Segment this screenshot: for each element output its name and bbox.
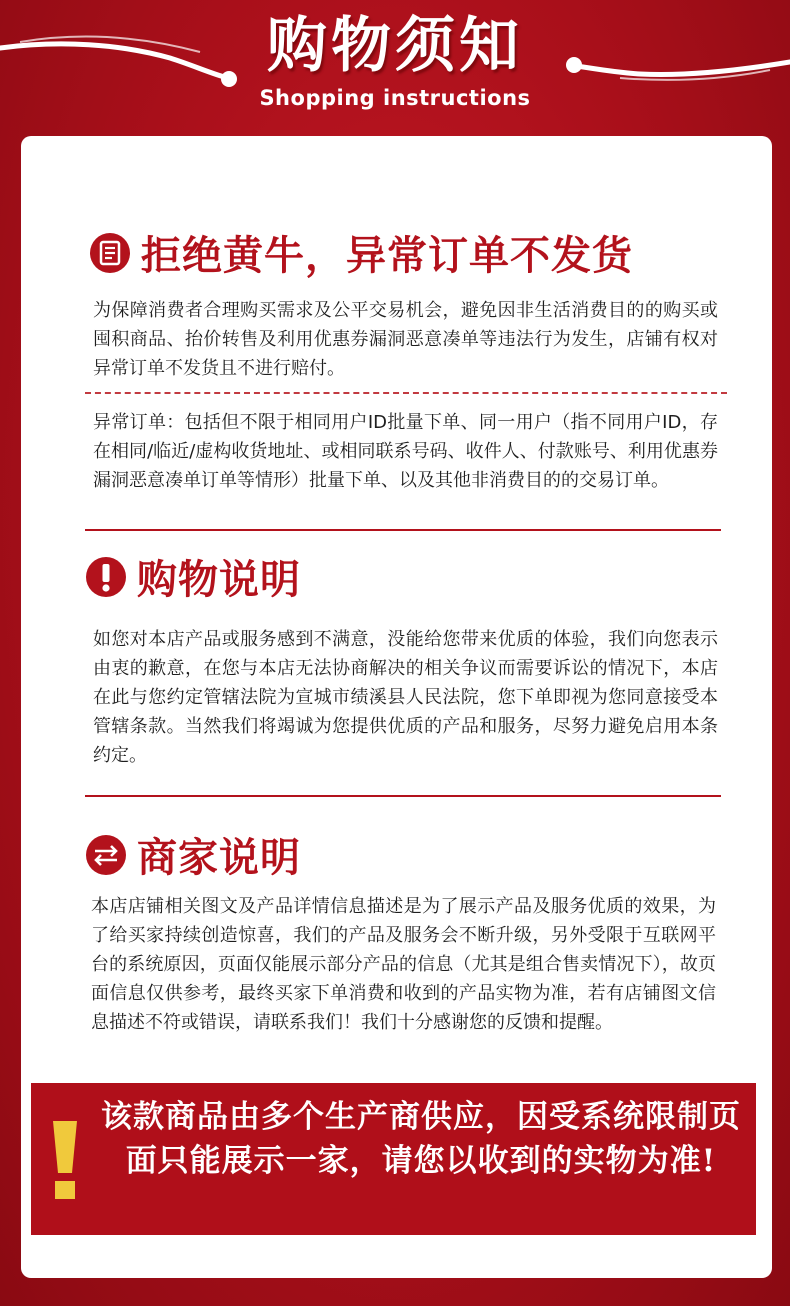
warning-icon	[51, 1121, 79, 1199]
section-divider	[85, 795, 721, 797]
notice-banner	[31, 1083, 756, 1235]
section-paragraph: 为保障消费者合理购买需求及公平交易机会，避免因非生活消费目的的购买或囤积商品、抬价转售及利用优惠券漏洞恶意凑单等违法行为发生，店铺有权对异常订单不发货且不进行赔付。	[93, 300, 718, 379]
page-header	[0, 0, 790, 135]
dashed-divider	[85, 392, 727, 394]
section-header-shopping	[85, 548, 301, 605]
page-title: 购物须知	[267, 11, 523, 81]
section-title: 拒绝黄牛，异常订单不发货	[141, 232, 633, 279]
section-header-scalpers	[89, 224, 633, 281]
section-paragraph: 异常订单：包括但不限于相同用户ID批量下单、同一用户（指不同用户ID，存在相同/临近/虚构收货地址、或相同联系号码、收件人、付款账号、利用优惠券漏洞恶意凑单订单等情形）批量下单、以及其他非消费目的的交易订单。	[93, 412, 718, 491]
section-header-merchant	[85, 826, 301, 883]
section-divider	[85, 529, 721, 531]
section-paragraph: 本店店铺相关图文及产品详情信息描述是为了展示产品及服务优质的效果，为了给买家持续创造惊喜，我们的产品及服务会不断升级，另外受限于互联网平台的系统原因，页面仅能展示部分产品的信息（尤其是组合售卖情况下），故页面信息仅供参考，最终买家下单消费和收到的产品实物为准，若有店铺图文信息描述不符或错误，请联系我们！我们十分感谢您的反馈和提醒。	[91, 896, 716, 1033]
section-title: 购物说明	[137, 556, 301, 603]
exclamation-icon	[85, 556, 127, 598]
exchange-icon	[85, 834, 127, 876]
page-subtitle: Shopping instructions	[259, 86, 531, 110]
notice-text: 该款商品由多个生产商供应，因受系统限制页面只能展示一家，请您以收到的实物为准!	[101, 1099, 741, 1179]
document-icon	[89, 232, 131, 274]
section-title: 商家说明	[137, 834, 301, 881]
section-paragraph: 如您对本店产品或服务感到不满意，没能给您带来优质的体验，我们向您表示由衷的歉意，在您与本店无法协商解决的相关争议而需要诉讼的情况下，本店在此与您约定管辖法院为宣城市绩溪县人民法院，您下单即视为您同意接受本管辖条款。当然我们将竭诚为您提供优质的产品和服务，尽努力避免启用本条约定。	[93, 629, 718, 766]
